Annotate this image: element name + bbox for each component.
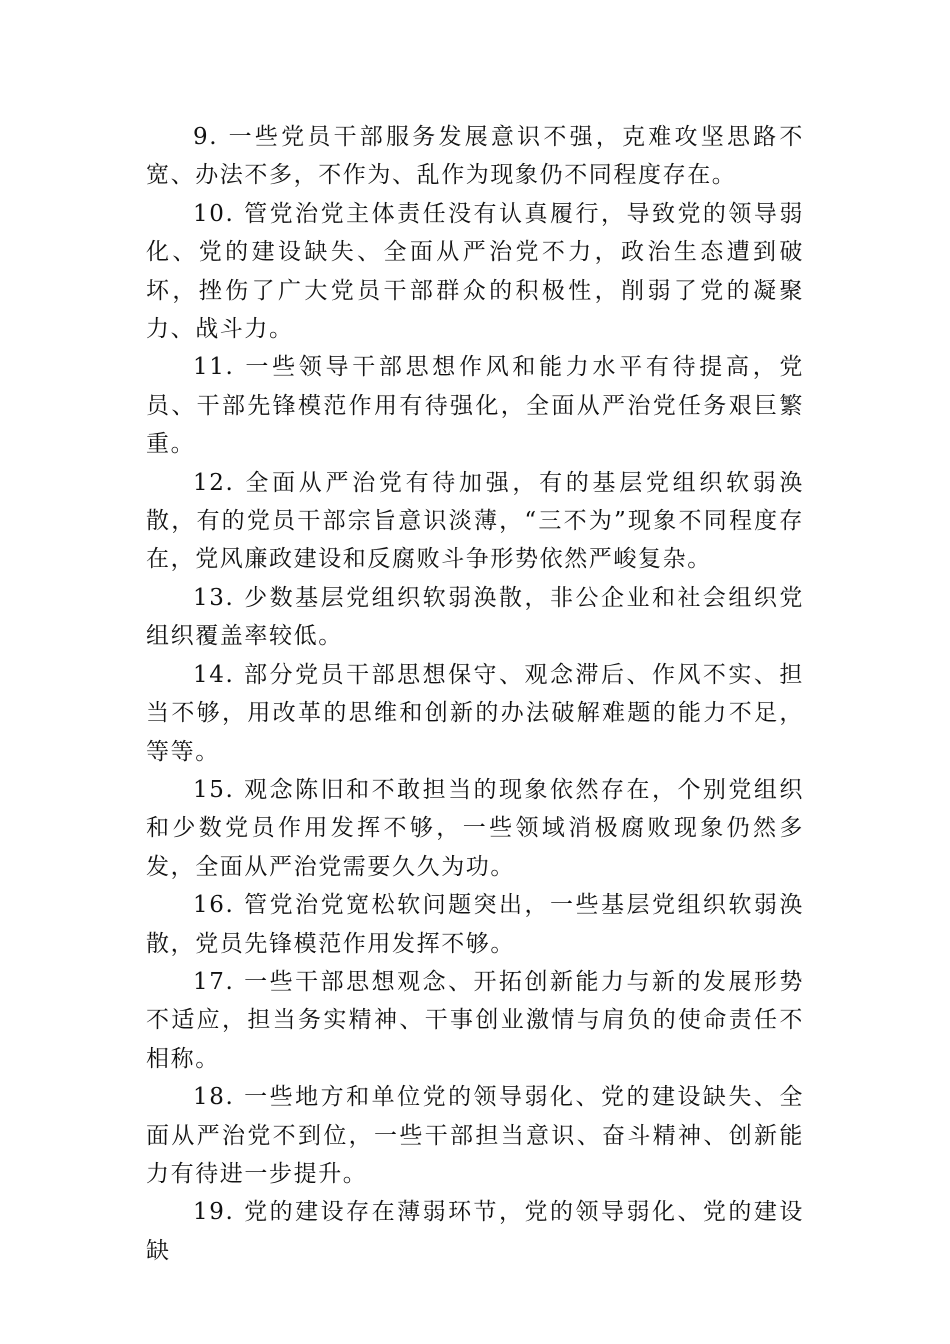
paragraph-15: 15. 观念陈旧和不敢担当的现象依然存在，个别党组织和少数党员作用发挥不够，一些领域消极腐败现象仍然多发，全面从严治党需要久久为功。 bbox=[146, 776, 804, 880]
paragraph-9: 9. 一些党员干部服务发展意识不强，克难攻坚思路不宽、办法不多，不作为、乱作为现象仍不同程度存在。 bbox=[146, 124, 804, 189]
paragraph-12: 12. 全面从严治党有待加强，有的基层党组织软弱涣散，有的党员干部宗旨意识淡薄，“三不为”现象不同程度存在，党风廉政建设和反腐败斗争形势依然严峻复杂。 bbox=[146, 469, 804, 573]
paragraph-14: 14. 部分党员干部思想保守、观念滞后、作风不实、担当不够，用改革的思维和创新的办法破解难题的能力不足，等等。 bbox=[146, 661, 804, 765]
paragraph-10: 10. 管党治党主体责任没有认真履行，导致党的领导弱化、党的建设缺失、全面从严治党不力，政治生态遭到破坏，挫伤了广大党员干部群众的积极性，削弱了党的凝聚力、战斗力。 bbox=[146, 200, 804, 343]
paragraph-18: 18. 一些地方和单位党的领导弱化、党的建设缺失、全面从严治党不到位，一些干部担当意识、奋斗精神、创新能力有待进一步提升。 bbox=[146, 1084, 804, 1187]
paragraph-17: 17. 一些干部思想观念、开拓创新能力与新的发展形势不适应，担当务实精神、干事创业激情与肩负的使命责任不相称。 bbox=[146, 968, 804, 1072]
paragraph-11: 11. 一些领导干部思想作风和能力水平有待提高，党员、干部先锋模范作用有待强化，全面从严治党任务艰巨繁重。 bbox=[146, 354, 804, 458]
paragraph-13: 13. 少数基层党组织软弱涣散，非公企业和社会组织党组织覆盖率较低。 bbox=[146, 584, 804, 650]
document-body bbox=[146, 118, 804, 1270]
paragraph-19: 19. 党的建设存在薄弱环节，党的领导弱化、党的建设缺 bbox=[146, 1199, 804, 1264]
paragraph-16: 16. 管党治党宽松软问题突出，一些基层党组织软弱涣散，党员先锋模范作用发挥不够。 bbox=[146, 892, 804, 957]
